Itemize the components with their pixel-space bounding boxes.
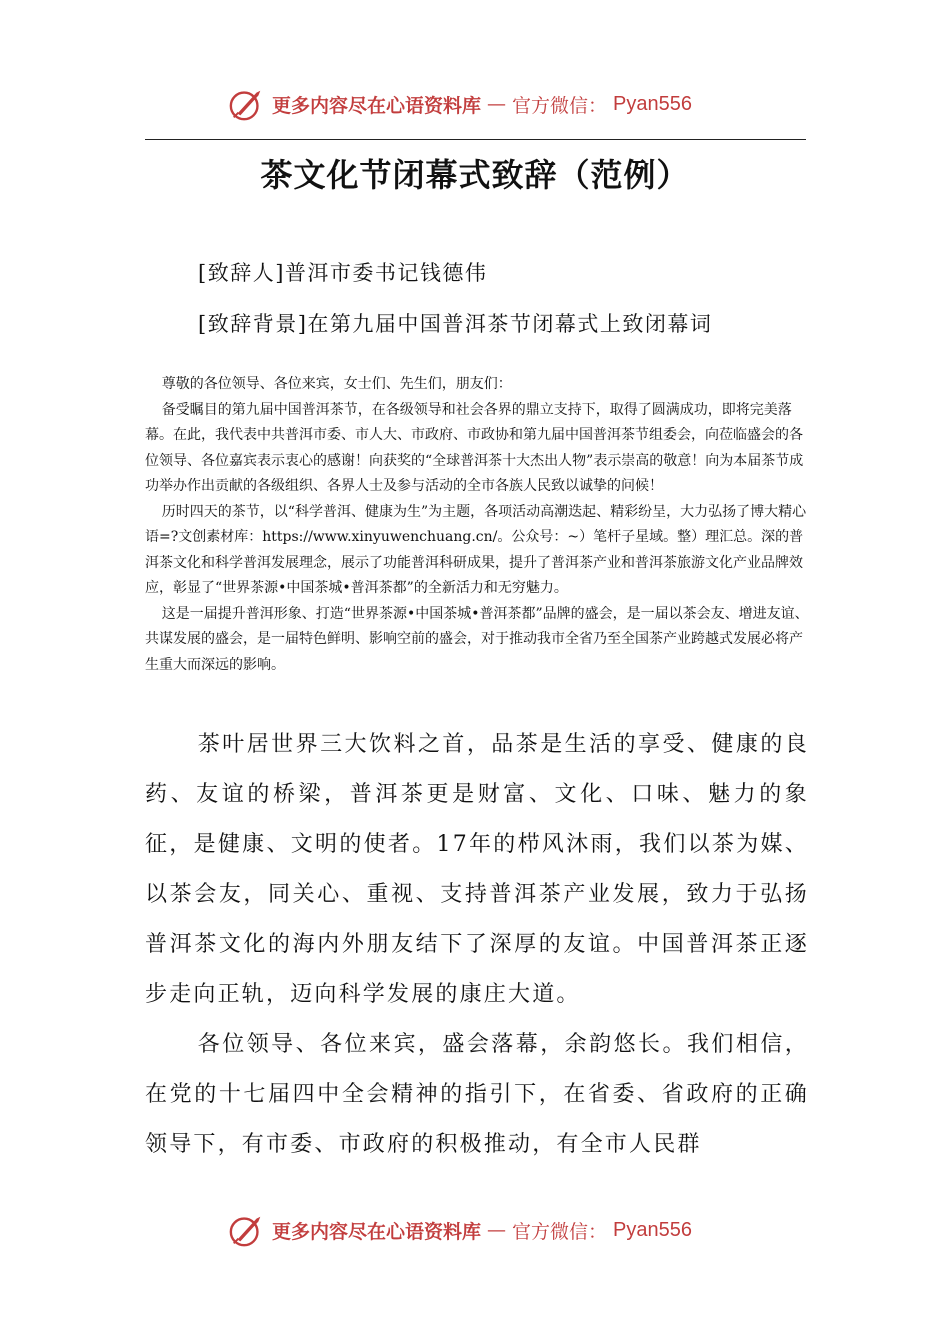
banner-wechat-id: Pyan556 (613, 1218, 692, 1241)
banner-separator: — (487, 93, 507, 115)
body-paragraph: 备受瞩目的第九届中国普洱茶节，在各级领导和社会各界的鼎立支持下，取得了圆满成功，即将完美落幕。在此，我代表中共普洱市委、市人大、市政府、市政协和第九届中国普洱茶节组委会，向莅临盛会的各位领导、各位嘉宾表示衷心的感谢！向获奖的“全球普洱茶十大杰出人物”表示崇高的敬意！向为本届茶节成功举办作出贡献的各级组织、各界人士及参与活动的全市各族人民致以诚挚的问候！ (145, 401, 804, 494)
body-paragraph: 这是一届提升普洱形象、打造“世界茶源•中国茶城•普洱茶都”品牌的盛会，是一届以茶会友、增进友谊、共谋发展的盛会，是一届特色鲜明、影响空前的盛会，对于推动我市全省乃至全国茶产业跨越式发展必将产生重大而深远的影响。 (145, 605, 809, 673)
salutation-paragraph: 尊敬的各位领导、各位来宾，女士们、先生们，朋友们： (161, 376, 512, 392)
banner-official-label: 官方微信： (512, 1220, 608, 1243)
speaker-line: [致辞人]普洱市委书记钱德伟 (198, 261, 488, 285)
pen-logo-icon (228, 85, 266, 123)
banner-text: 更多内容尽在心语资料库 (272, 94, 482, 117)
header-divider (145, 139, 806, 140)
background-line: [致辞背景]在第九届中国普洱茶节闭幕式上致闭幕词 (198, 312, 713, 336)
small-text-section (145, 372, 809, 678)
body-paragraph: 各位领导、各位来宾，盛会落幕，余韵悠长。我们相信，在党的十七届四中全会精神的指引下，在省委、省政府的正确领导下，有市委、市政府的积极推动，有全市人民群 (145, 1032, 809, 1157)
footer-banner (228, 1210, 692, 1250)
large-text-paragraph (145, 1020, 809, 1170)
large-text-paragraph (145, 720, 809, 1020)
banner-separator: — (487, 1219, 507, 1241)
banner-text: 更多内容尽在心语资料库 (272, 1220, 482, 1243)
banner-official-label: 官方微信： (512, 94, 608, 117)
header-banner (228, 84, 692, 124)
pen-logo-icon (228, 1211, 266, 1249)
body-paragraph: 茶叶居世界三大饮料之首，品茶是生活的享受、健康的良药、友谊的桥梁，普洱茶更是财富、文化、口味、魅力的象征，是健康、文明的使者。17年的栉风沐雨，我们以茶为媒、以茶会友，同关心、重视、支持普洱茶产业发展，致力于弘扬普洱茶文化的海内外朋友结下了深厚的友谊。中国普洱茶正逐步走向正轨，迈向科学发展的康庄大道。 (145, 732, 809, 1007)
page-title: 茶文化节闭幕式致辞（范例） (260, 156, 690, 194)
banner-wechat-id: Pyan556 (613, 92, 692, 115)
body-paragraph: 历时四天的茶节，以“科学普洱、健康为生”为主题，各项活动高潮迭起、精彩纷呈，大力弘扬了博大精心语=?文创素材库：https://www.xinyuwenchuang.cn/。公众号：~）笔杆子星域。整）理汇总。深的普洱茶文化和科学普洱发展理念，展示了功能普洱科研成果，提升了普洱茶产业和普洱茶旅游文化产业品牌效应，彰显了“世界茶源•中国茶城•普洱茶都”的全新活力和无穷魅力。 (145, 503, 807, 596)
